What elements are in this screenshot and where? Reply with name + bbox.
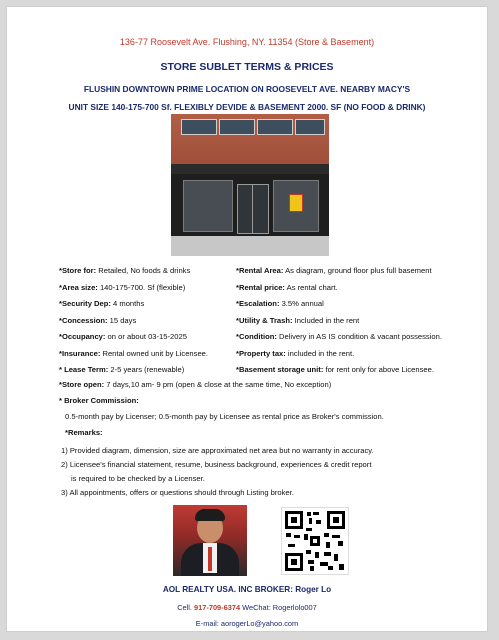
remark-item: 2) Licensee's financial statement, resume, business background, experiences & credit report — [61, 460, 372, 469]
location-subtitle: FLUSHIN DOWNTOWN PRIME LOCATION ON ROOSEVELT AVE. NEARBY MACY'S — [83, 84, 411, 94]
term-insurance: *Insurance: Rental owned unit by Licensee. — [59, 348, 209, 358]
broker-name: AOL REALTY USA. INC BROKER: Roger Lo — [162, 585, 332, 594]
agent-portrait — [173, 505, 247, 576]
term-lease-term: * Lease Term: 2-5 years (renewable) — [59, 365, 185, 374]
term-escalation: *Escalation: 3.5% annual — [236, 299, 324, 308]
contact-line: Cell. 917-709-6374 WeChat: Rogerlolo007 — [177, 603, 317, 612]
term-occupancy: *Occupancy: on or about 03-15-2025 — [59, 332, 187, 341]
remark-item: 1) Provided diagram, dimension, size are approximated net area but no warranty in accuracy. — [61, 446, 374, 455]
term-basement-storage: *Basement storage unit: for rent only for above Licensee. — [236, 365, 434, 374]
term-property-tax: *Property tax: included in the rent. — [236, 348, 355, 358]
term-store-open: *Store open: 7 days,10 am- 9 pm (open & close at the same time, No exception) — [59, 380, 332, 389]
term-concession: *Concession: 15 days — [59, 315, 137, 325]
email-address[interactable]: E-mail: aorogerLo@yahoo.com — [195, 619, 299, 628]
term-store-for: *Store for: Retailed, No foods & drinks — [59, 266, 191, 275]
term-rental-area: *Rental Area: As diagram, ground floor plus full basement — [236, 266, 432, 275]
remark-item: 3) All appointments, offers or questions should through Listing broker. — [61, 488, 294, 497]
term-area-size: *Area size: 140-175-700. Sf (flexible) — [59, 282, 186, 292]
flyer-title: STORE SUBLET TERMS & PRICES — [160, 61, 334, 73]
flyer-page — [6, 6, 488, 632]
broker-commission-text: 0.5-month pay by Licenser; 0.5-month pay by Licensee as rental price as Broker's commission. — [65, 412, 384, 421]
wechat-qr-code — [281, 507, 349, 575]
term-rental-price: *Rental price: As rental chart. — [236, 282, 338, 292]
storefront-photo — [171, 114, 329, 256]
cell-number[interactable]: 917-709-6374 — [194, 603, 241, 612]
broker-commission-label: * Broker Commission: — [59, 396, 139, 405]
property-address: 136-77 Roosevelt Ave. Flushing, NY. 11354 (Store & Basement) — [119, 37, 375, 47]
remark-item: is required to be checked by a Licenser. — [71, 474, 205, 483]
term-security-dep: *Security Dep: 4 months — [59, 299, 145, 308]
term-condition: *Condition: Delivery in AS IS condition & vacant possession. — [236, 332, 442, 341]
unit-size-subtitle: UNIT SIZE 140-175-700 Sf. FLEXIBLY DEVIDE & BASEMENT 2000. SF (NO FOOD & DRINK) — [68, 102, 426, 112]
term-utility-trash: *Utility & Trash: Included in the rent — [236, 315, 360, 325]
remarks-label: *Remarks: — [65, 428, 103, 437]
